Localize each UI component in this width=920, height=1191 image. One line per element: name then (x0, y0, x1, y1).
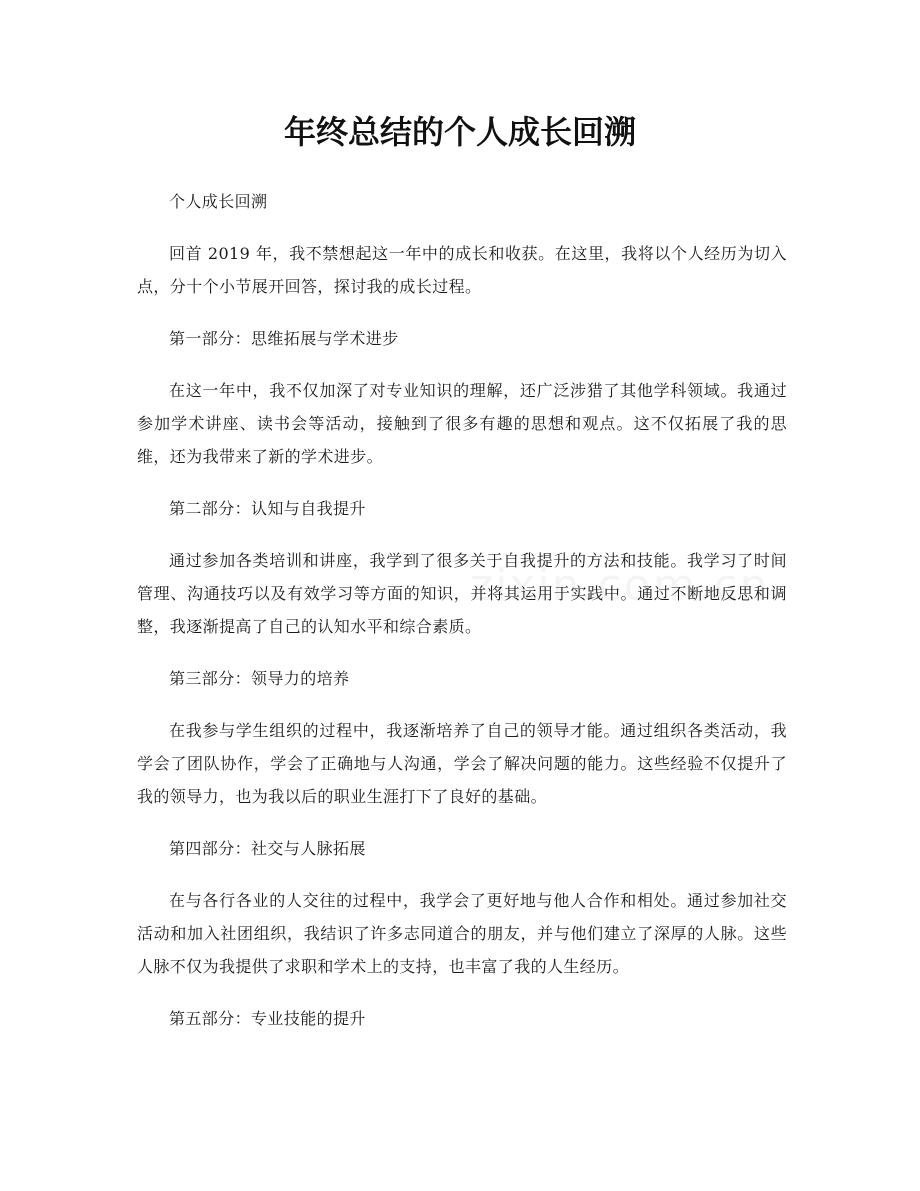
section-heading-5: 第五部分：专业技能的提升 (169, 1009, 366, 1028)
section-heading-4: 第四部分：社交与人脉拓展 (169, 839, 366, 858)
paragraph-2: 通过参加各类培训和讲座，我学到了很多关于自我提升的方法和技能。我学习了时间管理、沟通技巧以及有效学习等方面的知识，并将其运用于实践中。通过不断地反思和调整，我逐渐提高了自己的认知水平和综合素质。 (137, 551, 787, 636)
paragraph-4: 在与各行各业的人交往的过程中，我学会了更好地与他人合作和相处。通过参加社交活动和加入社团组织，我结识了许多志同道合的朋友，并与他们建立了深厚的人脉。这些人脉不仅为我提供了求职和学术上的支持，也丰富了我的人生经历。 (137, 891, 787, 976)
document-title: 年终总结的个人成长回溯 (283, 113, 636, 151)
section-heading-1: 第一部分：思维拓展与学术进步 (169, 329, 399, 348)
paragraph-intro: 回首 2019 年，我不禁想起这一年中的成长和收获。在这里，我将以个人经历为切入点，分十个小节展开回答，探讨我的成长过程。 (137, 244, 787, 296)
section-heading-intro: 个人成长回溯 (169, 192, 268, 211)
paragraph-3: 在我参与学生组织的过程中，我逐渐培养了自己的领导才能。通过组织各类活动，我学会了团队协作，学会了正确地与人沟通，学会了解决问题的能力。这些经验不仅提升了我的领导力，也为我以后的职业生涯打下了良好的基础。 (137, 721, 787, 806)
section-heading-3: 第三部分：领导力的培养 (169, 669, 350, 688)
section-heading-2: 第二部分：认知与自我提升 (169, 499, 366, 518)
document-body (137, 185, 787, 1054)
paragraph-1: 在这一年中，我不仅加深了对专业知识的理解，还广泛涉猎了其他学科领域。我通过参加学术讲座、读书会等活动，接触到了很多有趣的思想和观点。这不仅拓展了我的思维，还为我带来了新的学术进步。 (137, 381, 787, 466)
